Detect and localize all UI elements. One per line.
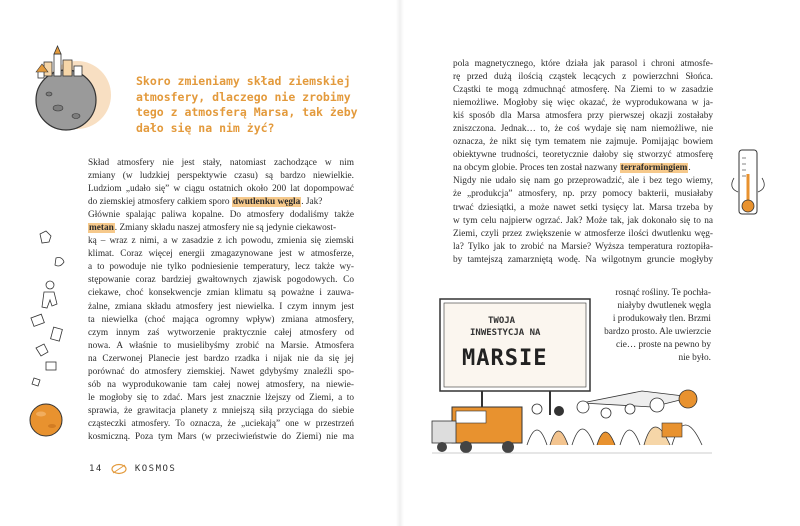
text-line: kosmiczną. Poza tym Mars (w przeciwieństwie do Ziemi) nie ma (88, 431, 354, 442)
text-line: bardzo prosto. Ale uwierzcie (604, 327, 711, 338)
text-line: czym innym zaś wytworzenie praktycznie całej atmosfery od (88, 327, 354, 338)
section-name: KOSMOS (134, 464, 177, 474)
text-line-methane: metan. Zmiany składu naszej atmosfery nie są jedynie ciekawost- (89, 223, 337, 234)
text-line: a to powoduje nie tylko podniesienie temperatury, lecz także wy- (88, 262, 354, 273)
text-line: oznacza, że nikt się tym tematem nie zajmuje. Pomijając bowiem (453, 137, 713, 148)
text-line: Nigdy nie udało się nam go przeprowadzić, ale i bez tego wiemy, (453, 176, 713, 187)
section-question-heading: Skoro zmieniamy skład ziemskiej atmosfery, dlaczego nie zrobimy tego z atmosferą Marsa, tak żeby dało się na nim żyć? (136, 74, 358, 135)
text-line: nie było. (678, 353, 711, 364)
text-line: w tym celu najpierw ogrzać. Jak? Może tak, jak dokonało się to na (453, 215, 713, 226)
mars-billboard-illustration (432, 295, 732, 475)
highlight-co2: dwutlenku węgla (232, 197, 301, 208)
planet-town-illustration (14, 30, 129, 140)
billboard-line-1: TWOJA (488, 316, 516, 326)
text-line: na Czerwonej Planecie jest bardzo rzadka i nijak nie da się jej (88, 353, 354, 364)
text-line: la? Tylko jak to zrobić na Marsie? Wyższa temperatura roztopiła- (453, 241, 713, 252)
text-line: by tamtejszą zamarzniętą wodę. Na wilgotnym gruncie mogłyby (453, 254, 713, 265)
page-number: 14 (89, 464, 103, 474)
right-body-text (453, 58, 713, 267)
text-line: trwać dziesiątki, a może nawet setki tysięcy lat. Marsa trzeba by (453, 202, 713, 213)
text-line: Głównie spalając paliwa kopalne. Do atmosfery dodaliśmy także (88, 210, 354, 221)
text-line: i produkowały tlen. Brzmi (612, 314, 711, 325)
text-line: ta niewielka (choć mająca ogromny wpływ) zmiana atmosfery, (88, 314, 354, 325)
text-line: cie… proste na pewno by (615, 340, 711, 351)
page-footer (89, 463, 176, 475)
text-line: kiś sposób dla Marsa atmosfera przy pierwszej okazji zostałaby (453, 111, 713, 122)
text-line: sób na wyprodukowanie tam całej nowej atmosfery, na niewie- (88, 379, 354, 390)
text-line: ciekawe, choć konsekwencje zmian klimatu są poważne i zauwa- (88, 288, 354, 299)
text-line: niemożliwe. Mogłoby się więc okazać, że wyprodukowana w ja- (453, 98, 713, 109)
text-line: Skład atmosfery nie jest stały, natomiast zachodzące w nim (88, 158, 354, 168)
text-line: obiektywne trudności, teoretycznie dałoby się stworzyć atmosferę (453, 150, 713, 161)
text-line: sprawia, że grawitacja planety z mniejszą siłą przyciąga do siebie (88, 405, 354, 416)
text-line: Ziemi, czyli przez zwiększenie w atmosferze ilości dwutlenku węg- (453, 228, 713, 239)
falling-objects-illustration (22, 230, 82, 445)
text-line: stępowanie coraz bardziej gwałtownych zjawisk pogodowych. Co (88, 275, 354, 286)
text-line: cząsteczki atmosfery. To oznacza, że „uciekają” one w przestrzeń (88, 418, 354, 429)
text-line: Cząstki te mogą zdmuchnąć atmosferę. Na Ziemi to w zasadzie (453, 85, 713, 96)
thermometer-illustration (728, 148, 768, 228)
text-line: że „produkcja” atmosfery, np. przy pomocy bakterii, musiałaby (453, 189, 713, 200)
page-gutter (396, 0, 404, 526)
text-line: zmiany (w ludzkiej perspektywie czasu) są bardzo niewielkie. (88, 171, 354, 182)
text-line: Ludziom „udało się” w ciągu ostatnich około 200 lat dopompować (88, 184, 354, 195)
text-line: zniszczona. Jednak… to, że coś wydaje się nam niemożliwe, nie (453, 124, 713, 135)
text-line: ką – wraz z nimi, a w zasadzie z ich powodu, zmienia się ziemski (88, 236, 354, 247)
text-line: klimat. Coraz więcej energii zmagazynowane jest w atmosferze, (88, 249, 354, 260)
text-line: nowa. A właśnie to musielibyśmy zrobić na Marsie. Atmosfera (88, 340, 354, 351)
text-line: le mogłoby się to zdać. Mars jest znacznie lżejszy od Ziemi, a to (88, 392, 354, 403)
left-body-text (88, 157, 354, 444)
planet-logo-icon (111, 463, 127, 475)
text-line: pola magnetycznego, które działa jak parasol i chroni atmosfe- (453, 59, 713, 69)
highlight-terraforming: terraformingiem (620, 163, 688, 174)
billboard-line-3: MARSIE (462, 346, 548, 371)
text-line-co2: do ziemskiej atmosfery całkiem sporo dwutlenku węgla. Jak? (88, 197, 323, 208)
text-line: rę przed dużą ilością cząstek lecących z powierzchni Słońca. (453, 72, 713, 83)
billboard-line-2: INWESTYCJA NA (470, 328, 541, 338)
text-line: niałyby dwutlenek węgla (617, 301, 711, 312)
highlight-methane: metan (89, 223, 114, 234)
text-line-term: na obcym globie. Proces ten został nazwany terraformingiem. (453, 163, 691, 174)
text-line: rosnąć rośliny. Te pochła- (615, 288, 711, 298)
text-line: porównać do atmosfery ziemskiej. Nawet gdybyśmy znaleźli spo- (88, 366, 354, 377)
text-line: żalne, zmiana składu atmosfery jest niewielka. I czym innym jest (88, 301, 354, 312)
